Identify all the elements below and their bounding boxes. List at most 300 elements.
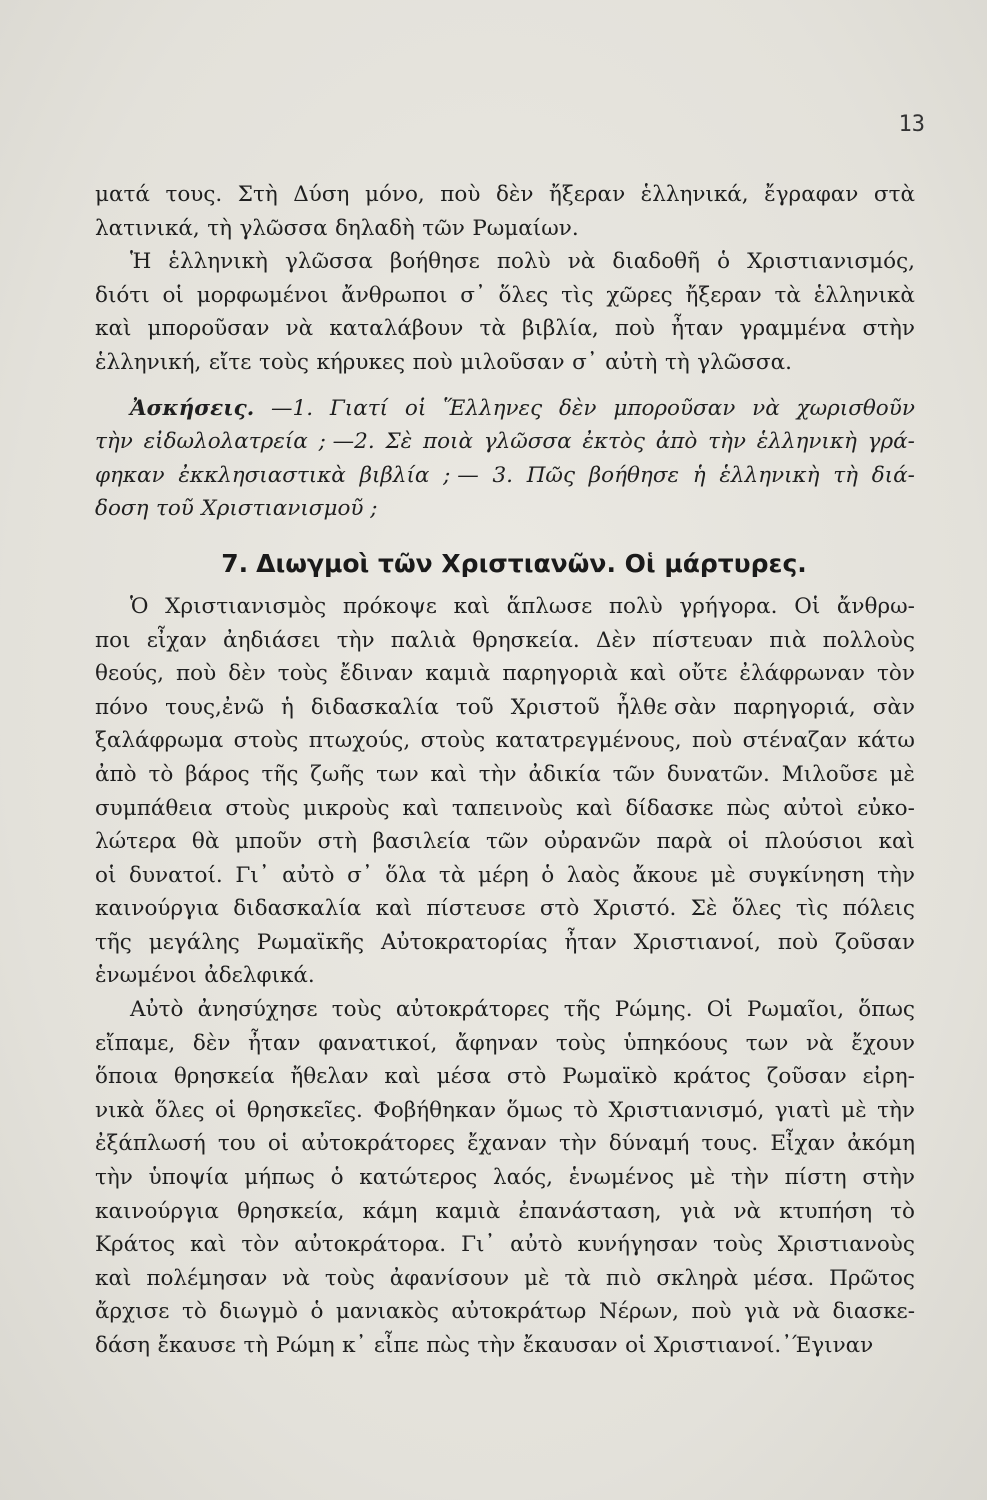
word: βιβλία (359, 462, 430, 488)
text-line (95, 1195, 915, 1229)
text-line (95, 245, 915, 279)
word: στοὺς (233, 728, 299, 754)
word: τους. (165, 182, 223, 207)
word: καὶ (576, 795, 613, 821)
word: Χριστοῦ (510, 694, 600, 720)
word: αὐτοκράτορες (301, 1131, 456, 1157)
word: ὁ (330, 1165, 344, 1191)
word: ἤξεραν (549, 182, 626, 207)
word: τοῦ (155, 496, 194, 522)
word: ὅποια (95, 1064, 158, 1090)
word: μήπως (244, 1165, 315, 1191)
word: παρὰ (656, 829, 713, 855)
word: βάρος (185, 761, 250, 787)
word: καὶ (402, 795, 439, 821)
word: ὅπως (858, 997, 915, 1023)
word: ὑπηκόους (623, 1030, 729, 1056)
word: Ὁ (130, 593, 149, 619)
word: ποὺ (777, 929, 819, 955)
word: —1. (271, 395, 314, 421)
word: ματά (95, 182, 150, 207)
word: γιὰ (679, 1198, 716, 1224)
word: νὰ (282, 1265, 310, 1291)
word: ἀπὸ (95, 761, 137, 787)
word: καὶ (430, 761, 467, 787)
word: πολὺ (608, 593, 663, 619)
word: τους,ἐνῶ (165, 694, 264, 720)
word: δηλαδὴ (334, 215, 415, 241)
word: δύναμή (608, 1131, 690, 1157)
word: ἀηδιάσει (223, 627, 321, 653)
word: καὶ (95, 1265, 132, 1291)
word: γρά- (867, 429, 915, 455)
word: Χριστό. (593, 896, 677, 922)
word: μὲ (841, 1097, 867, 1123)
word: ἐλάφρωναν (739, 661, 865, 687)
word: τὴν (731, 1165, 769, 1191)
word: ἔκαυσε (157, 1333, 236, 1358)
word: τὰ (564, 1265, 591, 1291)
word: Στὴ (237, 182, 278, 207)
word: οἱ (267, 1131, 290, 1157)
word: ἄφηναν (455, 1030, 539, 1056)
word: διδασκαλία (233, 896, 362, 922)
word: Χριστιανισμοῦ ; (201, 496, 378, 522)
text-line (95, 1161, 915, 1195)
word: ἐκκλησιαστικὰ (178, 462, 346, 488)
word: ὅλες (154, 1097, 205, 1123)
word: αὐτοὶ (783, 795, 845, 821)
text-line (95, 590, 915, 624)
word: τὰ (774, 282, 801, 308)
word: ἀφανίσουν (389, 1265, 510, 1291)
text-line (95, 859, 915, 893)
word: μποροῦσαν (613, 395, 736, 421)
word: ὁ (310, 1299, 324, 1325)
word: ποὺ (440, 182, 481, 207)
word: Αὐτὸ (130, 997, 184, 1023)
word: ἑνωμένος (568, 1165, 675, 1191)
word: τὸν (877, 661, 915, 687)
word: μιλοῦσαν (460, 349, 565, 375)
word: ἡ (692, 462, 706, 488)
word: των (745, 1030, 789, 1056)
word: εἴπαμε, (95, 1030, 176, 1056)
word: διδασκαλία (310, 694, 439, 720)
word: αὐτὸ (510, 1232, 563, 1258)
word: ὁ (717, 249, 731, 275)
word: καὶ (629, 661, 667, 687)
text-line (95, 178, 915, 212)
exercises-label: Ἀσκήσεις. (130, 395, 255, 421)
word: τῶν (485, 829, 529, 855)
word: θρησκεῖες. (246, 1097, 363, 1123)
word: πόλεις (842, 896, 915, 922)
word: μανιακὸς (335, 1299, 439, 1325)
word: τὴ (243, 1333, 269, 1358)
word: οἱ (404, 395, 427, 421)
word: τὸ (573, 1097, 599, 1123)
word: τὸν (241, 1232, 280, 1258)
word: καινούργια (95, 896, 219, 922)
word: καὶ (878, 829, 915, 855)
word: πολλοὺς (822, 627, 915, 653)
word: πρόκοψε (342, 593, 437, 619)
word: κατώτερος (359, 1165, 478, 1191)
word: ὅλες (498, 282, 549, 308)
word: ; —2. (318, 429, 375, 455)
word: τὸ (148, 761, 174, 787)
word: δυνατοί. (129, 862, 223, 888)
word: ὑποψία (148, 1165, 229, 1191)
word: διαδοθῆ (612, 249, 700, 275)
word: Ρωμαϊκῆς (256, 929, 365, 955)
word: οἱ (162, 282, 184, 308)
word: τὴν (877, 1097, 915, 1123)
page-number: 13 (898, 112, 925, 137)
word: καὶ (190, 1232, 227, 1258)
word: Ρώμη (275, 1333, 335, 1358)
word: οὔτε (678, 661, 728, 687)
text-line (95, 1127, 915, 1161)
word: Οἱ (794, 593, 821, 619)
word: ἑλληνικὴ (719, 462, 820, 488)
word: ἀδικία (528, 761, 601, 787)
word: καὶ (95, 316, 132, 342)
word: μορφωμένοι (196, 282, 329, 308)
text-line (95, 492, 915, 526)
word: Γιατί (329, 395, 389, 421)
word: οἱ (214, 1097, 237, 1123)
text-line (95, 425, 915, 459)
word: οἱ (95, 862, 117, 888)
word: αὐτὴ (605, 349, 658, 375)
word: τὴ (207, 215, 233, 241)
text-line (95, 657, 915, 691)
word: θὰ (191, 829, 220, 855)
text-line (95, 1329, 915, 1363)
word: πίστευαν (652, 627, 754, 653)
word: Δύση (293, 182, 350, 207)
word: ἔγραφαν (764, 182, 859, 207)
word: κάτω (857, 728, 915, 754)
word: ἀκόμη (847, 1131, 915, 1157)
word: τῆς (261, 761, 299, 787)
word: Γι᾿ (461, 1232, 496, 1258)
word: λατινικά, (95, 215, 200, 241)
text-line (95, 312, 915, 346)
word: δίδασκε (625, 795, 714, 821)
word: τὸ (890, 1198, 915, 1224)
word: τὴν (478, 761, 517, 787)
word: πὼς (426, 1333, 470, 1358)
word: πὼς (726, 795, 771, 821)
text-line (95, 392, 915, 426)
text-line (95, 459, 915, 493)
word: ζοῦσαν (835, 929, 915, 955)
word: εἰδωλολατρεία (143, 429, 308, 455)
word: νὰ (805, 1030, 834, 1056)
word: ποὺ (614, 316, 656, 342)
word: κ᾿ (342, 1333, 367, 1358)
text-block (95, 178, 915, 1363)
word: μποῦν (234, 829, 303, 855)
word: 3. (492, 462, 513, 488)
word: του (217, 1131, 256, 1157)
word: Ρωμαϊκὸ (562, 1064, 658, 1090)
word: ἦταν (671, 316, 724, 342)
word: ἐκτὸς (582, 429, 645, 455)
word: ἀδελφικά. (204, 963, 315, 989)
word: κάμη (362, 1198, 418, 1224)
word: δὲν (495, 182, 534, 207)
word: ἦταν (564, 929, 617, 955)
word: σκληρὰ (656, 1265, 739, 1291)
word: πλούσιοι (764, 829, 863, 855)
word: Κράτος (95, 1232, 176, 1258)
text-line (95, 1060, 915, 1094)
word: ἄκουε (632, 862, 698, 888)
word: ποὺ (692, 728, 733, 754)
word: τὴν (95, 429, 133, 455)
word: Αὐτοκρατορίας (381, 929, 548, 955)
word: νικὰ (95, 1097, 145, 1123)
word: ἑλληνική, (95, 349, 202, 375)
text-line (95, 993, 915, 1027)
word: ποὺ (412, 349, 453, 375)
word: ποι (95, 627, 131, 653)
spacer (95, 380, 915, 392)
word: γιατὶ (774, 1097, 831, 1123)
word: Νέρων, (598, 1299, 679, 1325)
word: μεγάλης (148, 929, 240, 955)
word: στὴν (862, 316, 915, 342)
word: γλῶσσα (239, 215, 328, 241)
word: δυνατῶν. (666, 761, 770, 787)
word: ἔδιναν (339, 661, 414, 687)
word: τὴ (664, 349, 690, 375)
word: ἑνωμένοι (95, 963, 197, 989)
section-number: 7. (221, 548, 249, 578)
word: ἑλληνικὴ (168, 249, 268, 275)
word: ζοῦσαν (766, 1064, 847, 1090)
paragraph (95, 245, 915, 379)
word: μέσα (436, 1064, 491, 1090)
word: γλῶσσα (284, 249, 373, 275)
word: Χριστιανισμό, (608, 1097, 765, 1123)
word: σ᾿ (460, 282, 486, 308)
text-line (95, 212, 915, 246)
word: καὶ (384, 1064, 421, 1090)
text-line (95, 1295, 915, 1329)
word: γλῶσσα. (697, 349, 792, 375)
word: νὰ (792, 1299, 821, 1325)
word: ζωῆς (310, 761, 365, 787)
word: Σὲ (385, 429, 413, 455)
word: μποροῦσαν (147, 316, 270, 342)
word: μικροὺς (302, 795, 390, 821)
word: αὐτὸ (282, 862, 335, 888)
word: στέναζαν (742, 728, 848, 754)
word: τὶς (561, 282, 594, 308)
text-line (95, 792, 915, 826)
word: ταπεινοὺς (451, 795, 564, 821)
section-title: Διωγμοὶ τῶν Χριστιανῶν. Οἱ μάρτυρες. (256, 548, 807, 578)
word: ἤθελαν (290, 1064, 369, 1090)
word: γραμμένα (739, 316, 847, 342)
word: τὶς (795, 896, 829, 922)
exercises (95, 392, 915, 526)
word: μὲ (889, 761, 915, 787)
word: ὅλες (731, 896, 782, 922)
text-line (95, 926, 915, 960)
word: τοὺς (277, 661, 328, 687)
word: γρήγορα. (679, 593, 778, 619)
word: παρηγοριὰ (502, 661, 618, 687)
paragraph (95, 993, 915, 1363)
word: στοὺς (420, 728, 486, 754)
word: τῶν (422, 215, 465, 241)
word: τὴν (336, 627, 375, 653)
word: ἀπὸ (655, 429, 698, 455)
word: ἦλθε σὰν (616, 694, 717, 720)
word: ἑλληνικά, (640, 182, 749, 207)
word: αὐτοκράτορες (395, 997, 550, 1023)
word: Χριστιανοὺς (777, 1232, 915, 1258)
word: οἱ (727, 829, 750, 855)
word: ἔχαναν (467, 1131, 547, 1157)
word: ἔκαυσαν (522, 1333, 618, 1358)
word: καὶ (453, 593, 490, 619)
word: ἐπανάσταση, (518, 1198, 662, 1224)
word: Μιλοῦσε (781, 761, 878, 787)
word: πιὸ (605, 1265, 642, 1291)
spacer (95, 526, 915, 538)
word: νὰ (752, 395, 780, 421)
word: Σὲ (690, 896, 718, 922)
word: ἄνθρωποι (341, 282, 448, 308)
word: οὐρανῶν (544, 829, 641, 855)
word: λαὸς (566, 862, 620, 888)
text-line (95, 346, 915, 380)
word: νὰ (733, 1198, 762, 1224)
word: σ᾿ (347, 862, 373, 888)
word: αὐτοκράτορα. (294, 1232, 447, 1258)
word: Χριστιανοί.᾿Έγιναν (654, 1333, 874, 1358)
word: οἱ (625, 1333, 647, 1358)
word: φανατικοί, (318, 1030, 438, 1056)
word: τοὺς (712, 1232, 763, 1258)
word: Χριστιανισμὸς (165, 593, 327, 619)
word: τοὺς (324, 1265, 375, 1291)
word: βοήθησε (588, 462, 680, 488)
word: πολέμησαν (146, 1265, 268, 1291)
word: τοῦ (455, 694, 494, 720)
word: πόνο (95, 694, 149, 720)
word: καμιὰ (435, 1198, 501, 1224)
text-line (95, 1027, 915, 1061)
word: τὴ (833, 462, 859, 488)
word: τὰ (479, 316, 506, 342)
word: διασκε- (832, 1299, 915, 1325)
word: νὰ (567, 249, 596, 275)
word: δὲν (228, 661, 266, 687)
word: ἄνθρω- (836, 593, 915, 619)
word: ποὺ (691, 1299, 732, 1325)
word: βασιλεία (372, 829, 471, 855)
text-line (95, 758, 915, 792)
word: τὴν (95, 1165, 133, 1191)
word: στὴν (862, 1165, 915, 1191)
word: τὴν (477, 1333, 516, 1358)
word: συμπάθεια (95, 795, 213, 821)
word: στὰ (873, 182, 915, 207)
word: τοὺς (331, 997, 382, 1023)
word: θρησκεία. (472, 627, 580, 653)
word: νὰ (285, 316, 314, 342)
word: τὴν (708, 429, 746, 455)
word: Εἶχαν (770, 1131, 836, 1157)
word: τῆς (563, 997, 601, 1023)
word: ὅμως (506, 1097, 563, 1123)
word: εἶχαν (146, 627, 207, 653)
word: Οἱ (706, 997, 733, 1023)
word: θρησκεία (173, 1064, 275, 1090)
word: κήρυκες (316, 349, 406, 375)
word: δάση (95, 1333, 151, 1358)
word: τοὺς (258, 349, 309, 375)
word: χῶρες (606, 282, 673, 308)
word: στὸ (506, 1064, 547, 1090)
word: ἡ (280, 694, 294, 720)
word: καὶ (375, 896, 413, 922)
word: ἅπλωσε (506, 593, 593, 619)
word: τὸ (181, 1299, 207, 1325)
text-line (95, 691, 915, 725)
word: Ρωμαίων. (472, 215, 579, 241)
word: ὁ (541, 862, 555, 888)
word: χωρισθοῦν (796, 395, 915, 421)
word: συγκίνηση (748, 862, 865, 888)
word: τὴν (877, 862, 915, 888)
word: μέσα. (753, 1265, 815, 1291)
word: καινούργια (95, 1198, 219, 1224)
word: ἄρχισε (95, 1299, 170, 1325)
word: πτωχούς, (308, 728, 411, 754)
word: ἤξεραν (685, 282, 762, 308)
word: ποιὰ (422, 429, 473, 455)
word: παλιὰ (390, 627, 457, 653)
word: τῶν (612, 761, 656, 787)
word: τους. (701, 1131, 759, 1157)
word: πίστη (784, 1165, 847, 1191)
word: κράτος (673, 1064, 751, 1090)
word: Ρωμαῖοι, (746, 997, 845, 1023)
word: τῆς (95, 929, 132, 955)
word: τὰ (438, 862, 466, 888)
word: πιὰ (769, 627, 807, 653)
word: βιβλία, (522, 316, 599, 342)
word: μὲ (524, 1265, 550, 1291)
word: εἴτε (208, 349, 252, 375)
word: ἦταν (248, 1030, 301, 1056)
word: φηκαν (95, 462, 165, 488)
word: Ἡ (130, 249, 152, 275)
text-line (95, 959, 915, 993)
word: Πῶς (526, 462, 576, 488)
paragraph (95, 178, 915, 245)
word: ἑλληνικὰ (813, 282, 915, 308)
